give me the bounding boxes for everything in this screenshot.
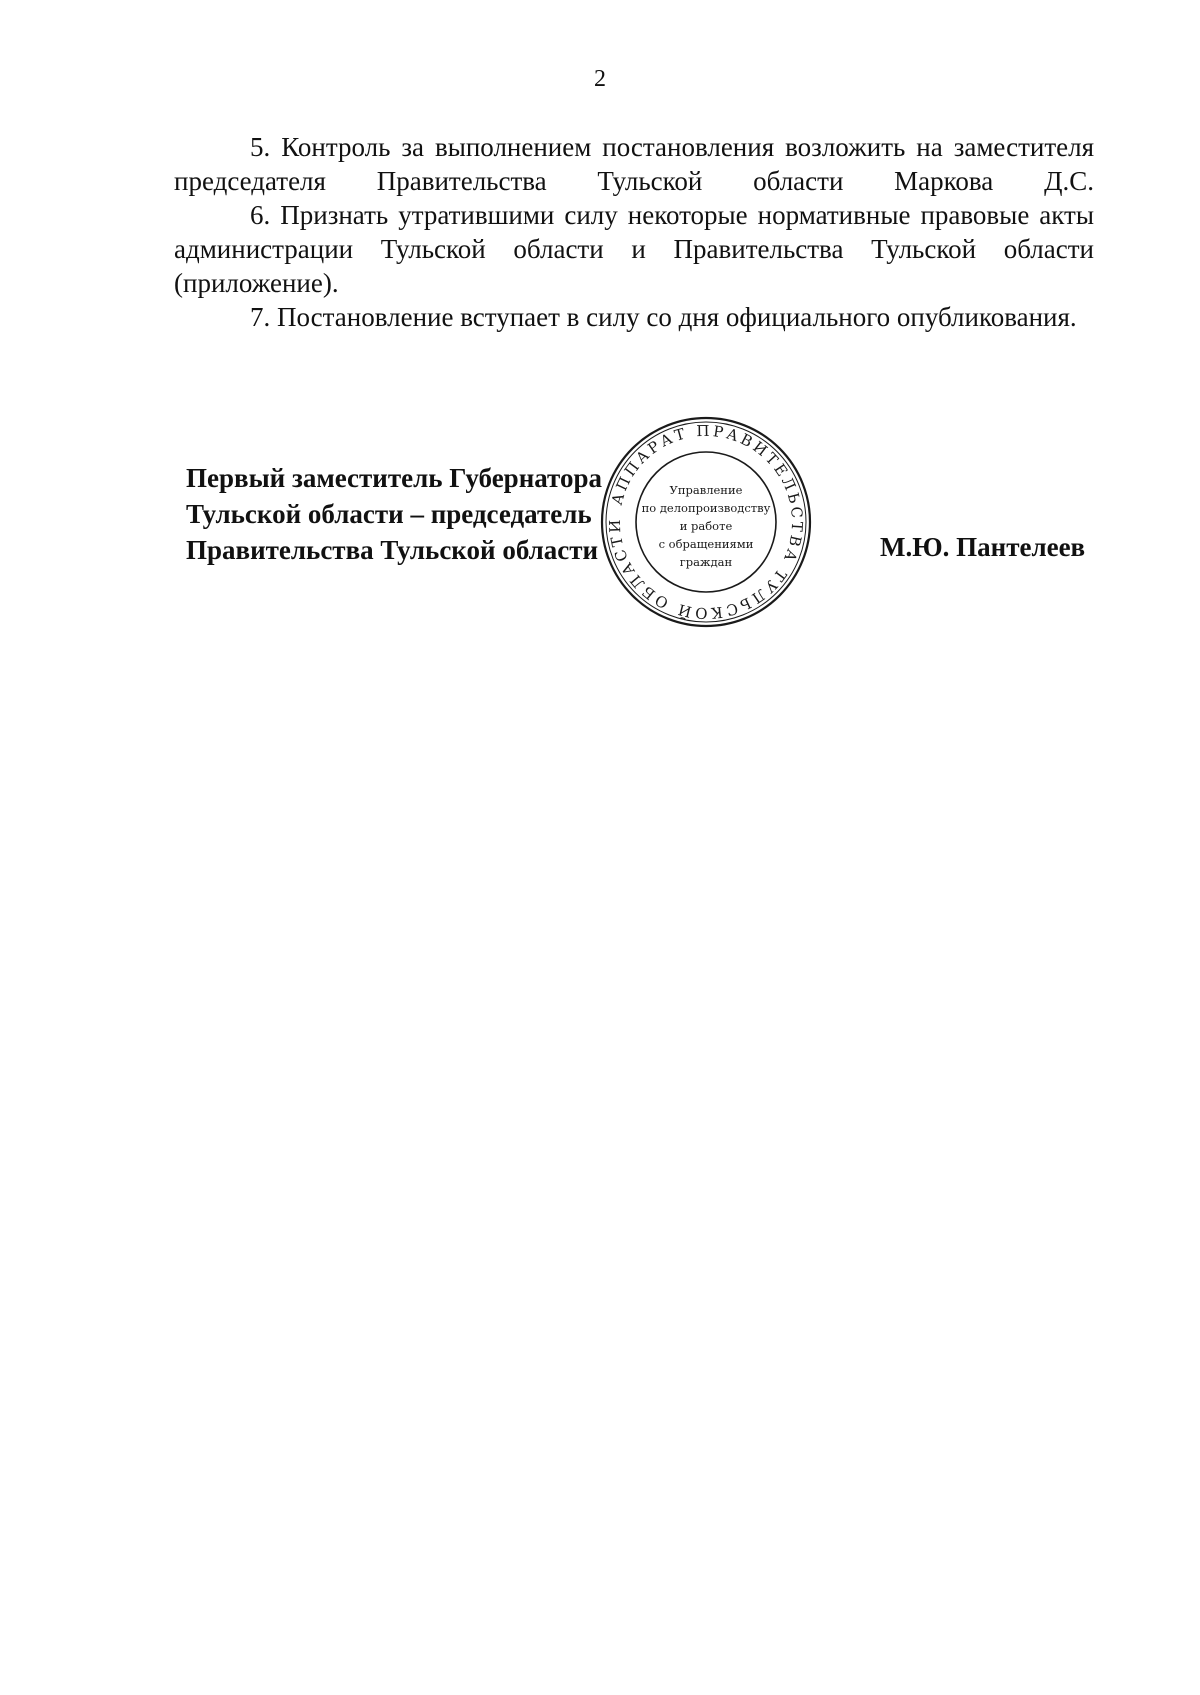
page-number: 2 [594, 66, 606, 92]
stamp-center-line-3: и работе [679, 519, 733, 533]
official-stamp [596, 412, 816, 632]
paragraph-5-line-2: председателя Правительства Тульской области Маркова Д.С. [174, 166, 1094, 196]
paragraph-6-line-3: (приложение). [174, 268, 339, 298]
stamp-center-text [642, 483, 771, 569]
document-body [174, 130, 1094, 334]
stamp-center-line-1: Управление [669, 483, 743, 497]
stamp-center-line-4: с обращениями [658, 537, 754, 551]
paragraph-5 [174, 130, 1094, 198]
stamp-ring-text-path: АППАРАТ ПРАВИТЕЛЬСТВА ТУЛЬСКОЙ ОБЛАСТИ [605, 421, 807, 623]
stamp-seal-icon [596, 412, 816, 632]
paragraph-7-line-1: 7. Постановление вступает в силу со дня официального опубликования. [250, 302, 1077, 332]
signer-name: М.Ю. Пантелеев [880, 532, 1086, 562]
signer-position [186, 460, 602, 568]
paragraph-7 [174, 300, 1094, 334]
paragraph-6 [174, 198, 1094, 300]
signer-position-line-3: Правительства Тульской области [186, 535, 599, 565]
signer-position-line-1: Первый заместитель Губернатора [186, 463, 602, 493]
stamp-center-line-5: граждан [679, 555, 733, 569]
signer-position-line-2: Тульской области – председатель [186, 499, 592, 529]
paragraph-6-line-2: администрации Тульской области и Правительства Тульской области [174, 234, 1094, 264]
paragraph-5-line-1: 5. Контроль за выполнением постановления возложить на заместителя [250, 132, 1094, 162]
stamp-center-line-2: по делопроизводству [641, 501, 771, 515]
paragraph-6-line-1: 6. Признать утратившими силу некоторые нормативные правовые акты [250, 200, 1094, 230]
